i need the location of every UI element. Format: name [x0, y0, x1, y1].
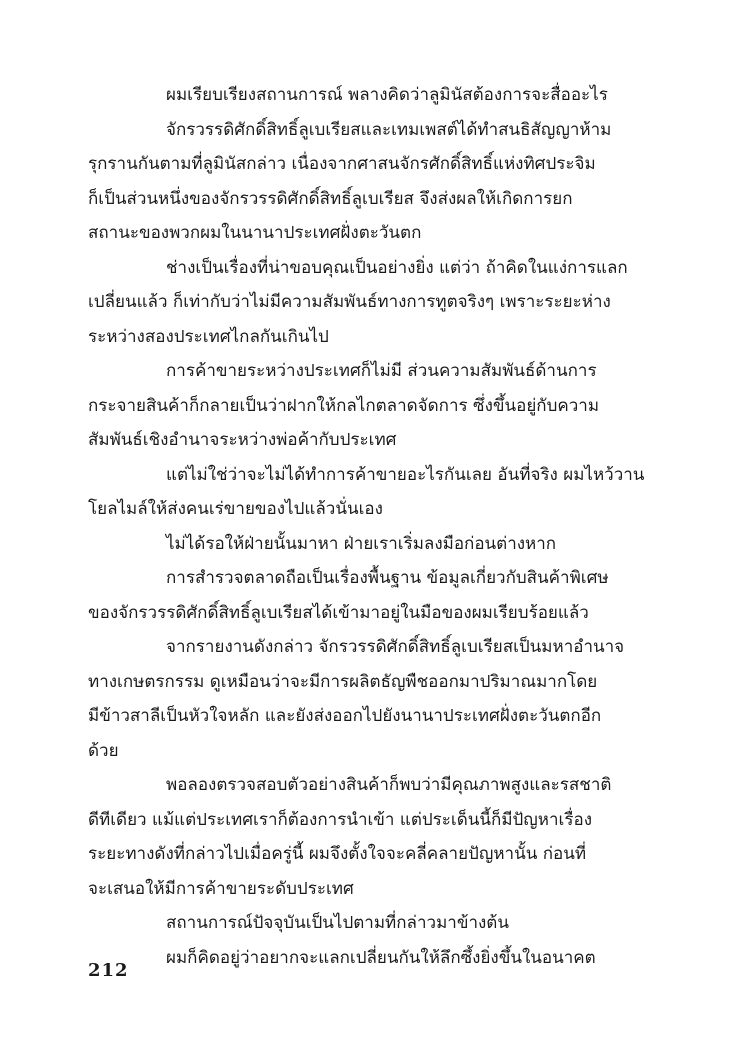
text-line: การค้าขายระหว่างประเทศก็ไม่มี ส่วนความสัมพันธ์ด้านการ — [166, 361, 597, 381]
text-line: สถานะของพวกผมในนานาประเทศฝั่งตะวันตก — [88, 223, 422, 243]
text-line: โยลไมล์ให้ส่งคนเร่ขายของไปแล้วนั่นเอง — [88, 499, 383, 519]
text-line: กระจายสินค้าก็กลายเป็นว่าฝากให้กลไกตลาดจัดการ ซึ่งขึ้นอยู่กับความ — [88, 395, 600, 416]
text-line: พอลองตรวจสอบตัวอย่างสินค้าก็พบว่ามีคุณภาพสูงและรสชาติ — [166, 775, 612, 795]
text-line: ด้วย — [88, 740, 119, 761]
text-line: ไม่ได้รอให้ฝ่ายนั้นมาหา ฝ่ายเราเริ่มลงมือก่อนต่างหาก — [166, 533, 557, 554]
text-line: สถานการณ์ปัจจุบันเป็นไปตามที่กล่าวมาข้างต้น — [166, 913, 509, 933]
text-line: จะเสนอให้มีการค้าขายระดับประเทศ — [88, 878, 354, 899]
text-line: รุกรานกันตามที่ลูมินัสกล่าว เนื่องจากศาสนจักรศักดิ์สิทธิ์แห่งทิศประจิม — [88, 154, 596, 174]
text-line: มีข้าวสาลีเป็นหัวใจหลัก และยังส่งออกไปยังนานาประเทศฝั่งตะวันตกอีก — [88, 706, 602, 726]
body-text — [88, 78, 652, 975]
text-line: ทางเกษตรกรรม ดูเหมือนว่าจะมีการผลิตธัญพืชออกมาปริมาณมากโดย — [88, 671, 598, 692]
text-line: ของจักรวรรดิศักดิ์สิทธิ์ลูเบเรียสได้เข้ามาอยู่ในมือของผมเรียบร้อยแล้ว — [88, 602, 589, 623]
text-line: ระหว่างสองประเทศไกลกันเกินไป — [88, 326, 329, 347]
text-line: ระยะทางดังที่กล่าวไปเมื่อครู่นี้ ผมจึงตั้งใจจะคลี่คลายปัญหานั้น ก่อนที่ — [88, 844, 587, 864]
text-line: จักรวรรดิศักดิ์สิทธิ์ลูเบเรียสและเทมเพสต์ได้ทำสนธิสัญญาห้าม — [166, 119, 612, 140]
text-line: ดีทีเดียว แม้แต่ประเทศเราก็ต้องการนำเข้า แต่ประเด็นนี้ก็มีปัญหาเรื่อง — [88, 809, 592, 830]
text-line: ผมเรียบเรียงสถานการณ์ พลางคิดว่าลูมินัสต้องการจะสื่ออะไร — [166, 85, 608, 105]
page-number: 212 — [88, 960, 129, 981]
text-line: สัมพันธ์เชิงอำนาจระหว่างพ่อค้ากับประเทศ — [88, 430, 397, 450]
text-line: จากรายงานดังกล่าว จักรวรรดิศักดิ์สิทธิ์ลูเบเรียสเป็นมหาอำนาจ — [166, 637, 625, 657]
text-line: ก็เป็นส่วนหนึ่งของจักรวรรดิศักดิ์สิทธิ์ลูเบเรียส จึงส่งผลให้เกิดการยก — [88, 188, 573, 209]
text-line: ช่างเป็นเรื่องที่น่าขอบคุณเป็นอย่างยิ่ง แต่ว่า ถ้าคิดในแง่การแลก — [166, 257, 628, 278]
text-line: แต่ไม่ใช่ว่าจะไม่ได้ทำการค้าขายอะไรกันเลย อันที่จริง ผมไหว้วาน — [166, 464, 645, 485]
text-line: ผมก็คิดอยู่ว่าอยากจะแลกเปลี่ยนกันให้ลึกซึ้งยิ่งขึ้นในอนาคต — [166, 947, 596, 968]
text-line: การสำรวจตลาดถือเป็นเรื่องพื้นฐาน ข้อมูลเกี่ยวกับสินค้าพิเศษ — [166, 568, 609, 588]
text-line: เปลี่ยนแล้ว ก็เท่ากับว่าไม่มีความสัมพันธ์ทางการทูตจริงๆ เพราะระยะห่าง — [88, 292, 611, 312]
